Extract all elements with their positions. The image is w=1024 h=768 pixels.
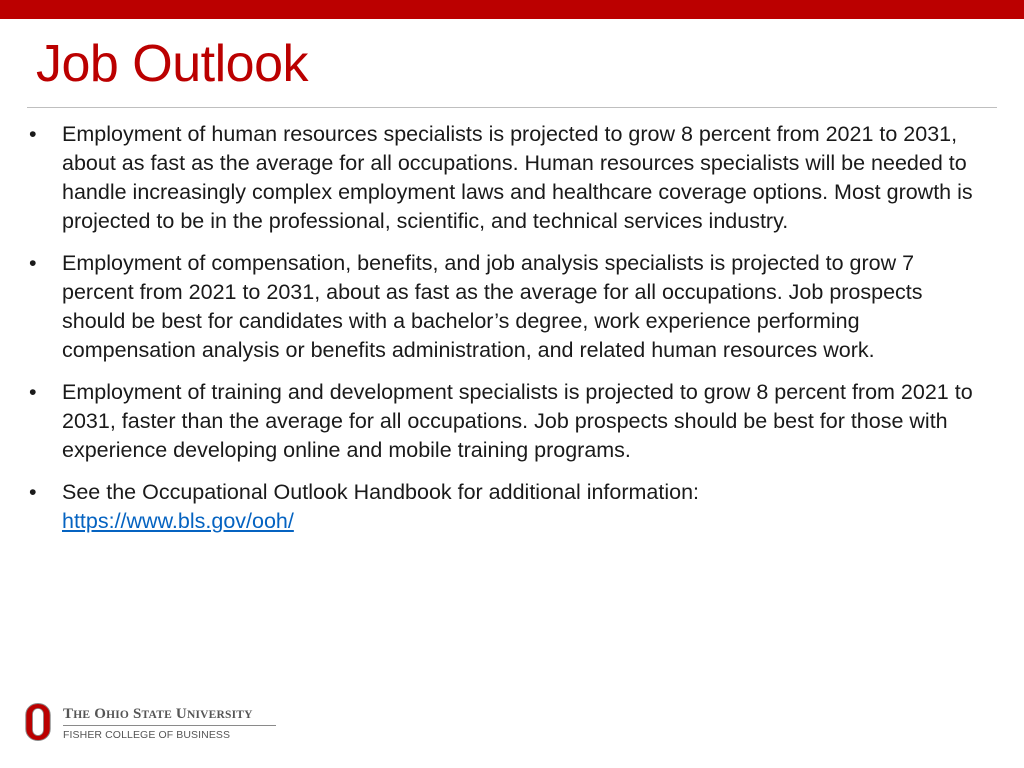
bullet-text: See the Occupational Outlook Handbook for additional information: (62, 480, 700, 504)
bullet-icon: • (29, 122, 37, 146)
bullet-icon: • (29, 251, 37, 275)
university-name: THE OHIO STATE UNIVERSITY (63, 706, 253, 722)
slide-title: Job Outlook (36, 35, 308, 93)
title-divider (27, 107, 997, 108)
university-logo (25, 703, 325, 751)
bullet-icon: • (29, 480, 37, 504)
bullet-icon: • (29, 380, 37, 404)
ooh-link[interactable]: https://www.bls.gov/ooh/ (62, 509, 294, 533)
bullet-item (0, 249, 974, 365)
bullet-item (0, 120, 974, 236)
bullet-list (0, 120, 1000, 549)
bullet-text: Employment of compensation, benefits, and job analysis specialists is projected to grow 7 percent from 2021 to 2031, about as fast as the average for all occupations. Job prospects should be best for candidates with a bachelor’s degree, work experience performing compensation analysis or benefits administration, and related human resources work. (62, 251, 923, 362)
bullet-item (0, 478, 974, 536)
bullet-text: Employment of human resources specialists is projected to grow 8 percent from 2021 to 2031, about as fast as the average for all occupations. Human resources specialists will be needed to handle increasingly complex employment laws and healthcare coverage options. Most growth is projected to be in the professional, scientific, and technical services industry. (62, 122, 973, 233)
logo-divider (63, 725, 276, 726)
bullet-item (0, 378, 974, 465)
block-o-icon (25, 703, 51, 741)
bullet-text: Employment of training and development specialists is projected to grow 8 percent from 2021 to 2031, faster than the average for all occupations. Job prospects should be best for those with experience developing online and mobile training programs. (62, 380, 973, 462)
college-name: FISHER COLLEGE OF BUSINESS (63, 729, 231, 741)
top-accent-bar (0, 0, 1024, 19)
